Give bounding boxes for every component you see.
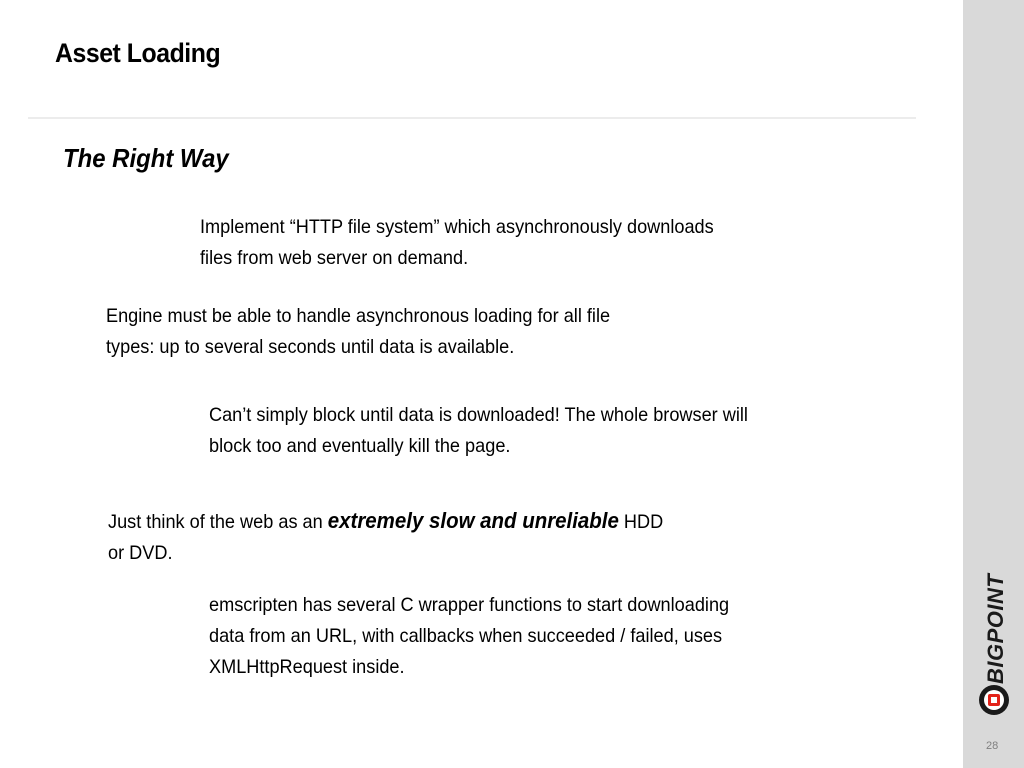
- paragraph-web-as-hdd: [108, 505, 663, 569]
- logo-text: BIGPOINT: [983, 573, 1008, 684]
- paragraph-async-loading: [106, 301, 610, 363]
- emphasis-text: extremely slow and unreliable: [327, 508, 619, 533]
- page-number: 28: [986, 740, 999, 752]
- paragraph-line: Can’t simply block until data is downloaded! The whole browser will: [209, 404, 748, 426]
- title-divider: [28, 117, 916, 119]
- text-segment: HDD: [618, 511, 664, 533]
- paragraph-line: types: up to several seconds until data is available.: [106, 336, 515, 358]
- paragraph-emscripten: [209, 590, 729, 683]
- paragraph-line: or DVD.: [108, 542, 173, 564]
- paragraph-line: data from an URL, with callbacks when succeeded / failed, uses: [209, 625, 723, 647]
- slide-title: Asset Loading: [55, 38, 221, 68]
- paragraph-line: files from web server on demand.: [200, 247, 469, 269]
- paragraph-line: XMLHttpRequest inside.: [209, 656, 405, 678]
- paragraph-line: emscripten has several C wrapper functions to start downloading: [209, 594, 730, 616]
- paragraph-line: Engine must be able to handle asynchronous loading for all file: [106, 305, 611, 327]
- paragraph-line: [108, 505, 663, 538]
- text-segment: Just think of the web as an: [108, 511, 328, 533]
- slide-subtitle: The Right Way: [63, 143, 229, 173]
- paragraph-cant-block: [209, 400, 748, 462]
- paragraph-http-file-system: [200, 212, 714, 274]
- logo-emblem-center: [991, 697, 997, 703]
- bigpoint-logo: [974, 552, 1014, 722]
- paragraph-line: block too and eventually kill the page.: [209, 435, 511, 457]
- paragraph-line: Implement “HTTP file system” which asynchronously downloads: [200, 216, 714, 238]
